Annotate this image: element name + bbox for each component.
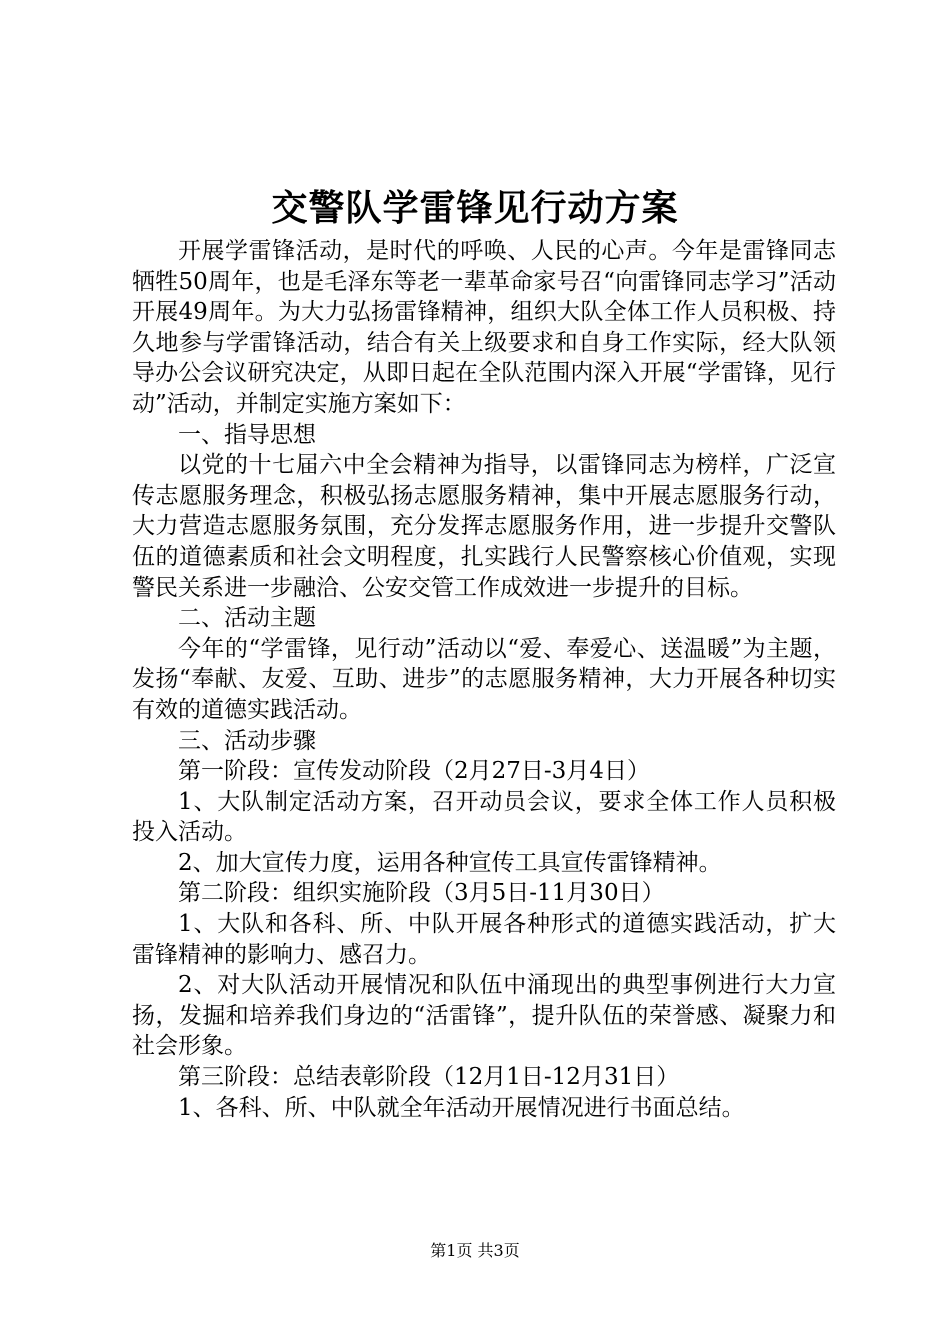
stage-three-heading: 第三阶段：总结表彰阶段（12月1日-12月31日） [178, 1064, 680, 1091]
page-footer: 第1页 共3页 [430, 1241, 520, 1260]
stage-three-item-1: 1、各科、所、中队就全年活动开展情况进行书面总结。 [178, 1094, 745, 1121]
stage-one-heading: 第一阶段：宣传发动阶段（2月27日-3月4日） [178, 758, 650, 785]
paragraph-intro: 开展学雷锋活动，是时代的呼唤、人民的心声。今年是雷锋同志牺牲50周年，也是毛泽东等老一辈革命家号召“向雷锋同志学习”活动开展49周年。为大力弘扬雷锋精神，组织大队全体工作人员积极、持久地参与学雷锋活动，结合有关上级要求和自身工作实际，经大队领导办公会议研究决定，从即日起在全队范围内深入开展“学雷锋，见行动”活动，并制定实施方案如下： [132, 238, 836, 417]
stage-one-item-2: 2、加大宣传力度，运用各种宣传工具宣传雷锋精神。 [178, 849, 722, 876]
document-body [132, 236, 836, 1123]
paragraph-activity-theme: 今年的“学雷锋，见行动”活动以“爱、奉爱心、送温暖”为主题，发扬“奉献、友爱、互助、进步”的志愿服务精神，大力开展各种切实有效的道德实践活动。 [132, 635, 836, 723]
stage-two-heading: 第二阶段：组织实施阶段（3月5日-11月30日） [178, 880, 665, 907]
heading-activity-steps: 三、活动步骤 [178, 727, 316, 754]
stage-one-item-1: 1、大队制定活动方案，召开动员会议，要求全体工作人员积极投入活动。 [132, 788, 836, 846]
paragraph-guiding-ideology: 以党的十七届六中全会精神为指导，以雷锋同志为榜样，广泛宣传志愿服务理念，积极弘扬志愿服务精神，集中开展志愿服务行动，大力营造志愿服务氛围，充分发挥志愿服务作用，进一步提升交警队伍的道德素质和社会文明程度，扎实践行人民警察核心价值观，实现警民关系进一步融洽、公安交管工作成效进一步提升的目标。 [132, 452, 836, 601]
stage-two-item-1: 1、大队和各科、所、中队开展各种形式的道德实践活动，扩大雷锋精神的影响力、感召力。 [132, 911, 836, 968]
heading-activity-theme: 二、活动主题 [178, 605, 316, 632]
stage-two-item-2: 2、对大队活动开展情况和队伍中涌现出的典型事例进行大力宣扬，发掘和培养我们身边的“活雷锋”，提升队伍的荣誉感、凝聚力和社会形象。 [132, 972, 836, 1060]
heading-guiding-ideology: 一、指导思想 [178, 421, 316, 448]
document-title: 交警队学雷锋见行动方案 [271, 187, 679, 229]
